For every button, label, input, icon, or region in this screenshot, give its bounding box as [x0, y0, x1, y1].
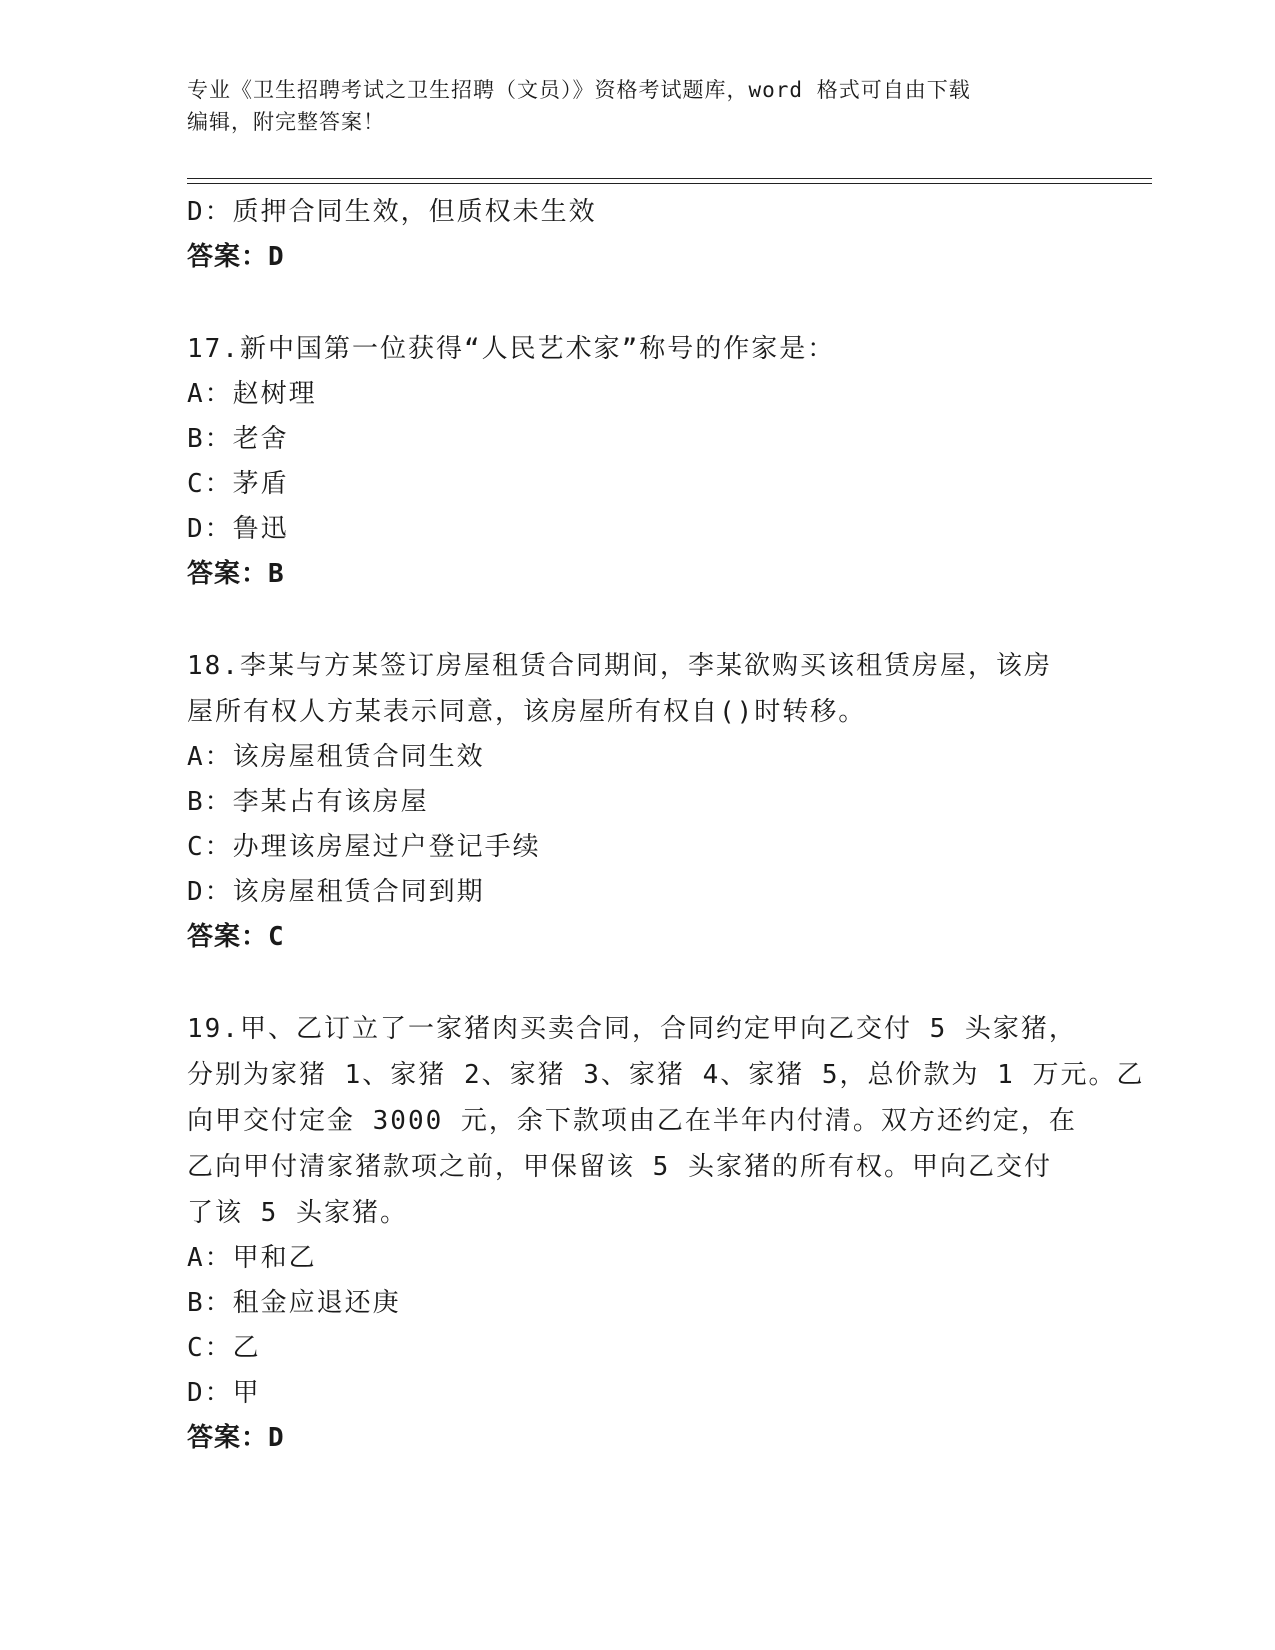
- question-19: [187, 1006, 1145, 1461]
- question-content: [187, 190, 1145, 1461]
- answer: 答案：D: [187, 1423, 285, 1453]
- option-b: B：老舍: [187, 424, 289, 454]
- option-d: D：甲: [187, 1378, 261, 1408]
- question-stem-line-2: 屋所有权人方某表示同意，该房屋所有权自()时转移。: [187, 697, 867, 727]
- prev-answer: 答案：D: [187, 242, 285, 272]
- answer: 答案：C: [187, 922, 285, 952]
- question-stem-line-4: 乙向甲付清家猪款项之前，甲保留该 5 头家猪的所有权。甲向乙交付: [187, 1152, 1052, 1182]
- option-c: C：办理该房屋过户登记手续: [187, 832, 541, 862]
- question-stem-line-5: 了该 5 头家猪。: [187, 1198, 408, 1228]
- header-line-1: 专业《卫生招聘考试之卫生招聘（文员）》资格考试题库，word 格式可自由下载: [187, 78, 971, 102]
- option-a: A：甲和乙: [187, 1243, 317, 1273]
- prev-option-d: D：质押合同生效，但质权未生效: [187, 197, 597, 227]
- question-stem-line-2: 分别为家猪 1、家猪 2、家猪 3、家猪 4、家猪 5，总价款为 1 万元。乙: [187, 1060, 1145, 1090]
- question-stem-line-3: 向甲交付定金 3000 元，余下款项由乙在半年内付清。双方还约定，在: [187, 1106, 1077, 1136]
- option-d: D：该房屋租赁合同到期: [187, 877, 485, 907]
- answer: 答案：B: [187, 559, 285, 589]
- option-a: A：该房屋租赁合同生效: [187, 742, 485, 772]
- option-c: C：茅盾: [187, 469, 289, 499]
- option-a: A：赵树理: [187, 379, 317, 409]
- page-header: [187, 74, 1087, 138]
- option-d: D：鲁迅: [187, 514, 289, 544]
- question-stem-line-1: 19.甲、乙订立了一家猪肉买卖合同，合同约定甲向乙交付 5 头家猪，: [187, 1014, 1077, 1044]
- question-stem-line-1: 18.李某与方某签订房屋租赁合同期间，李某欲购买该租赁房屋，该房: [187, 651, 1052, 681]
- header-divider-top: [187, 178, 1152, 179]
- header-line-2: 编辑，附完整答案！: [187, 110, 385, 134]
- question-17: [187, 326, 1087, 597]
- option-b: B：李某占有该房屋: [187, 787, 429, 817]
- option-c: C：乙: [187, 1333, 261, 1363]
- header-divider-bottom: [187, 183, 1152, 184]
- option-b: B：租金应退还庚: [187, 1288, 401, 1318]
- question-18: [187, 643, 1087, 960]
- question-stem: 17.新中国第一位获得“人民艺术家”称号的作家是：: [187, 334, 836, 364]
